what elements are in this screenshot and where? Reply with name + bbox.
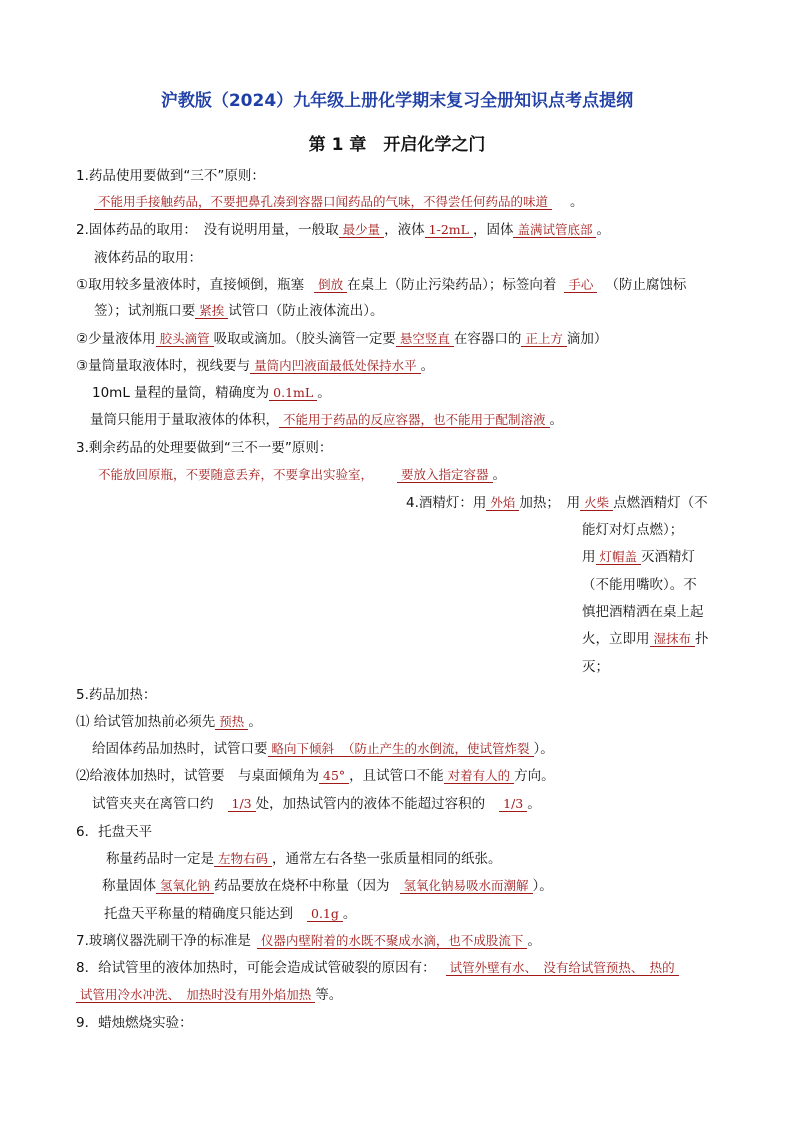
item-answer: 灯帽盖 [596, 549, 642, 565]
item-text: 托盘天平称量的精确度只能达到 [104, 906, 293, 922]
section-2-text: 。 [596, 222, 610, 238]
section-6-question: 6．托盘天平 [76, 824, 153, 840]
item-answer: 量筒内凹液面最低处保持水平 [250, 358, 421, 374]
section-2-answer-2: 1-2mL [425, 222, 473, 238]
item-text: 药品要放在烧杯中称量（因为 [214, 878, 390, 894]
item-answer: 1/3 [499, 796, 527, 812]
item-answer: 略向下倾斜 [268, 741, 339, 757]
section-6-item-3 [104, 904, 356, 924]
section-2-item-2 [76, 329, 607, 349]
section-4-line-1 [406, 493, 708, 513]
item-answer: （防止产生的水倒流，使试管炸裂 [338, 741, 534, 757]
section-6-item-1 [106, 849, 502, 869]
item-answer: 仪器内壁附着的水既不聚成水滴，也不成股流下 [257, 933, 528, 949]
item-text: 加热； 用 [519, 495, 581, 511]
section-2-solid [76, 220, 610, 240]
section-1-question: 1.药品使用要做到“三不”原则： [76, 168, 265, 184]
item-text: 灭酒精灯 [641, 549, 696, 565]
item-text: 4.酒精灯：用 [406, 495, 487, 511]
item-text: ）。 [533, 741, 554, 757]
item-text: ⑵给液体加热时，试管要 与桌面倾角为 [76, 768, 319, 784]
item-text: 试管夹夹在离管口约 [92, 796, 214, 812]
section-3-answer-1: 不能放回原瓶，不要随意丢弃，不要拿出实验室， [98, 467, 374, 482]
section-2-answer-1: 最少量 [339, 222, 385, 238]
section-3-answer-2: 要放入指定容器 [397, 467, 493, 483]
item-text: 。 [527, 796, 541, 812]
item-text: 等。 [315, 987, 343, 1003]
item-answer: 0.1mL [269, 385, 317, 401]
section-4-line-3 [582, 547, 695, 567]
item-answer: 氢氧化钠 [156, 878, 214, 894]
item-text: 8．给试管里的液体加热时，可能会造成试管破裂的原因有： [76, 960, 436, 976]
section-4-line-2: 能灯对灯点燃）； [582, 522, 684, 538]
section-2-item-5 [90, 410, 563, 430]
item-answer: 正上方 [521, 331, 567, 347]
section-5-item-2 [92, 739, 554, 759]
item-text: 火，立即用 [582, 631, 650, 647]
item-answer: 悬空竖直 [396, 331, 454, 347]
item-answer: 紧挨 [195, 303, 228, 319]
item-answer: 手心 [564, 277, 597, 293]
item-answer: 试管外壁有水、 没有给试管预热、 热的 [446, 960, 679, 976]
section-5-item-3 [76, 766, 555, 786]
section-3-question: 3.剩余药品的处理要做到“三不一要”原则： [76, 440, 333, 456]
section-8-line-2 [76, 985, 342, 1005]
section-4-line-5: 慎把酒精洒在桌上起 [582, 604, 704, 620]
document-title: 沪教版（2024）九年级上册化学期末复习全册知识点考点提纲 [160, 91, 634, 111]
section-2-item-1 [76, 275, 686, 295]
section-7 [76, 931, 541, 951]
section-2-item-4 [92, 383, 331, 403]
item-text: 。 [527, 933, 541, 949]
item-text: ③量筒量取液体时，视线要与 [76, 358, 251, 374]
item-text: ）。 [532, 878, 553, 894]
item-answer: 左物右码 [214, 851, 272, 867]
item-text: ，通常左右各垫一张质量相同的纸张。 [272, 851, 502, 867]
item-text: 扑 [695, 631, 709, 647]
item-text: 。 [420, 358, 435, 374]
item-text: 用 [582, 549, 596, 565]
item-text: 处，加热试管内的液体不能超过容积的 [255, 796, 486, 812]
item-answer: 1/3 [228, 796, 256, 812]
item-text: ⑴ 给试管加热前必须先 [76, 714, 216, 730]
item-text: 称量药品时一定是 [106, 851, 214, 867]
item-text: 吸取或滴加。（胶头滴管一定要 [213, 331, 396, 347]
section-4-line-6 [582, 629, 709, 649]
chapter-heading: 第 1 章 开启化学之门 [308, 135, 486, 155]
item-text: 签）；试剂瓶口要 [94, 303, 196, 319]
section-8-line-1 [76, 958, 679, 978]
item-text: 量筒只能用于量取液体的体积， [90, 412, 279, 428]
section-1-end: 。 [570, 194, 584, 210]
item-answer: 不能用于药品的反应容器，也不能用于配制溶液 [279, 412, 550, 428]
item-text: 试管口（防止液体流出）。 [228, 303, 384, 319]
item-text: 。 [549, 412, 564, 428]
item-text: 。 [317, 385, 331, 401]
item-text: 。 [342, 906, 357, 922]
item-text: 。 [248, 714, 262, 730]
item-text: 10mL 量程的量筒，精确度为 [92, 385, 270, 401]
section-2-text: ，液体 [384, 222, 425, 238]
item-text: （防止腐蚀标 [605, 277, 687, 293]
section-2-text: 2.固体药品的取用： 没有说明用量，一般取 [76, 222, 339, 238]
item-text: 在容器口的 [453, 331, 522, 347]
section-5-item-1 [76, 712, 262, 732]
section-9-question: 9．蜡烛燃烧实验： [76, 1015, 193, 1031]
item-answer: 火柴 [580, 495, 613, 511]
section-2-item-3 [76, 356, 434, 376]
section-1-answer: 不能用手接触药品，不要把鼻孔凑到容器口闻药品的气味，不得尝任何药品的味道 [94, 194, 552, 210]
item-answer: 湿抹布 [650, 631, 696, 647]
item-text: 称量固体 [102, 878, 156, 894]
item-text: 给固体药品加热时，试管口要 [92, 741, 268, 757]
item-text: 滴加） [566, 331, 608, 347]
section-2-text: ，固体 [472, 222, 514, 238]
section-5-item-4 [92, 794, 541, 814]
item-text: 在桌上（防止污染药品）；标签向着 [347, 277, 557, 293]
item-text: 点燃酒精灯（不 [613, 495, 708, 511]
section-3-answer-line [94, 465, 506, 485]
section-3-end: 。 [492, 467, 507, 483]
section-2-answer-3: 盖满试管底部 [513, 222, 596, 238]
item-answer: 预热 [215, 714, 248, 730]
item-answer: 对着有人的 [444, 768, 515, 784]
item-text: 7.玻璃仪器洗刷干净的标准是 [76, 933, 251, 949]
item-answer: 倒放 [314, 277, 347, 293]
item-text: ①取用较多量液体时，直接倾倒，瓶塞 [76, 277, 305, 293]
section-4-line-7: 灭； [582, 659, 609, 675]
item-answer: 胶头滴管 [156, 331, 214, 347]
section-6-item-2 [102, 876, 553, 896]
section-2-liquid-heading: 液体药品的取用： [94, 250, 202, 266]
item-text: ②少量液体用 [76, 331, 156, 347]
item-text: ，且试管口不能 [349, 768, 444, 784]
item-answer: 外焰 [486, 495, 519, 511]
item-answer: 氢氧化钠易吸水而潮解 [400, 878, 533, 894]
section-2-item-1-cont [94, 301, 384, 321]
section-5-question: 5.药品加热： [76, 687, 157, 703]
item-answer: 45° [319, 768, 349, 784]
section-4-line-4: （不能用嘴吹）。不 [582, 577, 697, 593]
section-1-answer-line [94, 192, 584, 212]
item-text: 方向。 [514, 768, 555, 784]
item-answer: 试管用冷水冲洗、 加热时没有用外焰加热 [76, 987, 315, 1003]
item-answer: 0.1g [307, 906, 343, 922]
